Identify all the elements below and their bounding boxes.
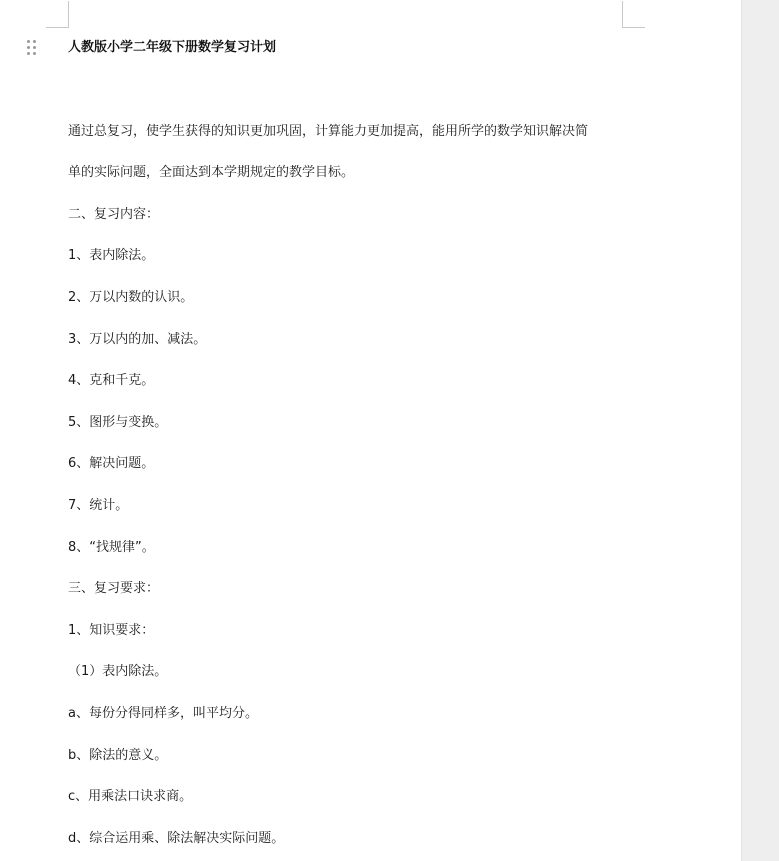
list-item[interactable]: b、除法的意义。 bbox=[68, 748, 168, 763]
list-item[interactable]: 8、“找规律”。 bbox=[68, 540, 155, 555]
list-item[interactable]: 5、图形与变换。 bbox=[68, 415, 168, 430]
list-item[interactable]: 6、解决问题。 bbox=[68, 456, 155, 471]
paragraph[interactable]: 单的实际问题，全面达到本学期规定的教学目标。 bbox=[68, 165, 355, 180]
section-heading[interactable]: 二、复习内容： bbox=[68, 207, 160, 222]
list-item[interactable]: 1、表内除法。 bbox=[68, 248, 155, 263]
list-item[interactable]: d、综合运用乘、除法解决实际问题。 bbox=[68, 831, 285, 846]
list-item[interactable]: a、每份分得同样多，叫平均分。 bbox=[68, 706, 258, 721]
list-item[interactable]: 7、统计。 bbox=[68, 498, 129, 513]
list-item[interactable]: （1）表内除法。 bbox=[68, 664, 168, 679]
list-item[interactable]: 1、知识要求： bbox=[68, 623, 155, 638]
page-corner-mark-top-right bbox=[622, 1, 645, 28]
paragraph[interactable]: 通过总复习，使学生获得的知识更加巩固，计算能力更加提高，能用所学的数学知识解决简 bbox=[68, 124, 589, 139]
page-corner-mark-top-left bbox=[46, 1, 69, 28]
document-title[interactable]: 人教版小学二年级下册数学复习计划 bbox=[68, 40, 277, 55]
list-item[interactable]: c、用乘法口诀求商。 bbox=[68, 789, 193, 804]
drag-handle-icon[interactable] bbox=[27, 40, 39, 56]
list-item[interactable]: 4、克和千克。 bbox=[68, 373, 155, 388]
list-item[interactable]: 2、万以内数的认识。 bbox=[68, 290, 194, 305]
section-heading[interactable]: 三、复习要求： bbox=[68, 581, 160, 596]
right-gutter bbox=[741, 0, 779, 861]
list-item[interactable]: 3、万以内的加、减法。 bbox=[68, 332, 207, 347]
